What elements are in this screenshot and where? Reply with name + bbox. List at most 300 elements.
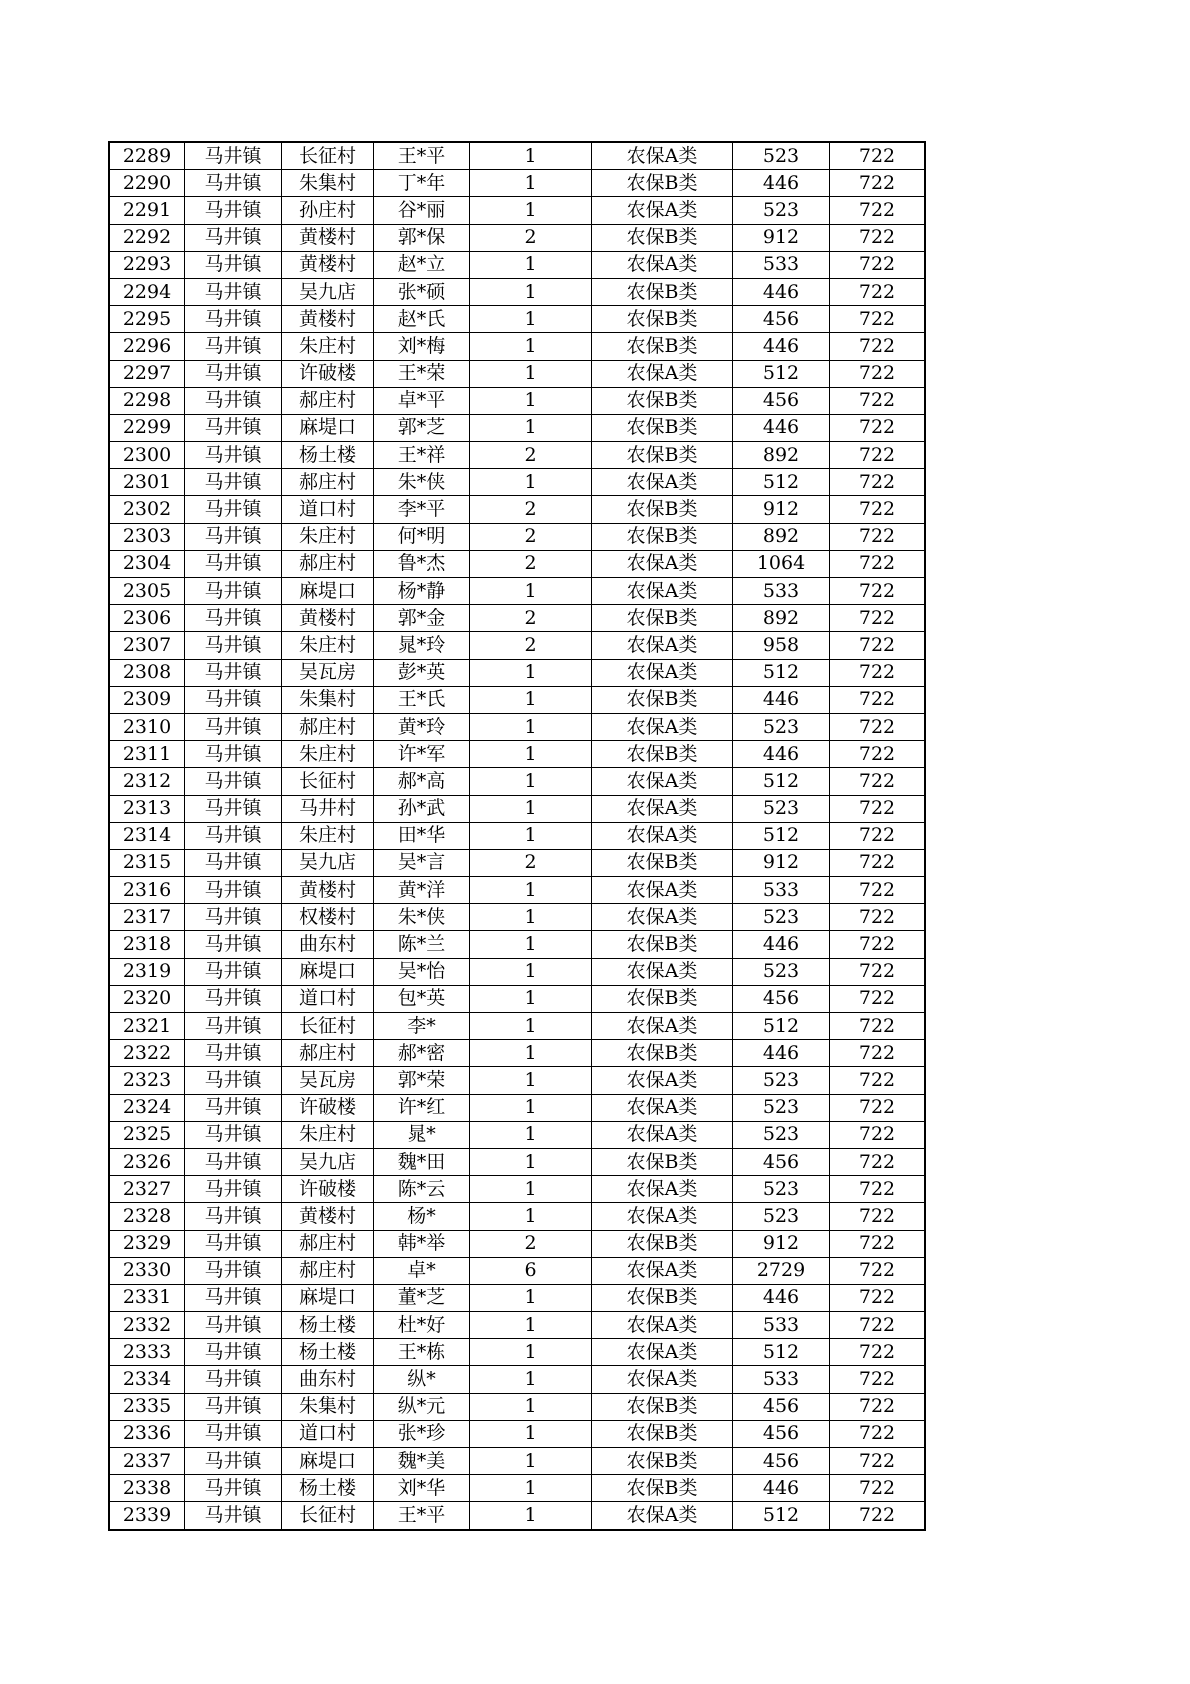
cell-village: 长征村 [282,1013,374,1040]
cell-standard: 722 [830,1393,926,1420]
cell-standard: 722 [830,442,926,469]
table-row [109,605,925,632]
cell-count: 1 [470,1393,592,1420]
cell-seq: 2294 [109,278,185,305]
cell-count: 1 [470,795,592,822]
cell-town: 马井镇 [185,985,282,1012]
cell-amount: 446 [733,278,830,305]
cell-amount: 456 [733,387,830,414]
cell-standard: 722 [830,333,926,360]
cell-count: 1 [470,469,592,496]
cell-name: 郭*金 [374,605,470,632]
cell-name: 黄*洋 [374,877,470,904]
cell-village: 麻堤口 [282,1284,374,1311]
cell-seq: 2332 [109,1312,185,1339]
cell-village: 朱庄村 [282,333,374,360]
cell-type: 农保B类 [592,333,733,360]
cell-standard: 722 [830,197,926,224]
cell-name: 王*平 [374,1502,470,1530]
cell-town: 马井镇 [185,224,282,251]
cell-standard: 722 [830,1284,926,1311]
cell-count: 2 [470,442,592,469]
cell-count: 1 [470,741,592,768]
cell-standard: 722 [830,496,926,523]
cell-name: 王*平 [374,142,470,170]
cell-amount: 1064 [733,550,830,577]
cell-count: 2 [470,224,592,251]
cell-name: 纵*元 [374,1393,470,1420]
table-row [109,333,925,360]
cell-amount: 912 [733,849,830,876]
cell-town: 马井镇 [185,1502,282,1530]
cell-name: 包*英 [374,985,470,1012]
cell-town: 马井镇 [185,1475,282,1502]
cell-count: 1 [470,142,592,170]
cell-seq: 2312 [109,768,185,795]
cell-town: 马井镇 [185,849,282,876]
cell-town: 马井镇 [185,931,282,958]
cell-type: 农保B类 [592,523,733,550]
cell-seq: 2326 [109,1148,185,1175]
table-row [109,442,925,469]
table-row [109,985,925,1012]
cell-town: 马井镇 [185,958,282,985]
cell-standard: 722 [830,224,926,251]
cell-amount: 512 [733,1339,830,1366]
cell-amount: 958 [733,632,830,659]
cell-type: 农保A类 [592,1203,733,1230]
cell-standard: 722 [830,142,926,170]
cell-amount: 912 [733,224,830,251]
cell-seq: 2309 [109,686,185,713]
cell-standard: 722 [830,877,926,904]
cell-standard: 722 [830,1448,926,1475]
cell-amount: 523 [733,1121,830,1148]
table-row [109,904,925,931]
cell-village: 麻堤口 [282,958,374,985]
cell-standard: 722 [830,578,926,605]
cell-standard: 722 [830,360,926,387]
table-row [109,1420,925,1447]
cell-type: 农保B类 [592,170,733,197]
cell-count: 1 [470,1040,592,1067]
table-row [109,197,925,224]
cell-count: 1 [470,360,592,387]
cell-amount: 446 [733,1284,830,1311]
cell-village: 郝庄村 [282,387,374,414]
cell-count: 1 [470,768,592,795]
cell-village: 权楼村 [282,904,374,931]
cell-count: 1 [470,1121,592,1148]
cell-name: 王*氏 [374,686,470,713]
cell-count: 1 [470,278,592,305]
cell-standard: 722 [830,686,926,713]
cell-town: 马井镇 [185,523,282,550]
cell-seq: 2307 [109,632,185,659]
cell-count: 2 [470,550,592,577]
cell-name: 韩*举 [374,1230,470,1257]
cell-type: 农保A类 [592,1094,733,1121]
table-row [109,686,925,713]
cell-seq: 2320 [109,985,185,1012]
cell-name: 王*栋 [374,1339,470,1366]
cell-village: 麻堤口 [282,1448,374,1475]
cell-count: 1 [470,306,592,333]
cell-type: 农保A类 [592,1502,733,1530]
cell-standard: 722 [830,1257,926,1284]
cell-seq: 2304 [109,550,185,577]
cell-name: 吴*言 [374,849,470,876]
cell-name: 赵*立 [374,251,470,278]
cell-standard: 722 [830,1148,926,1175]
cell-name: 杨*静 [374,578,470,605]
table-row [109,224,925,251]
cell-amount: 533 [733,1366,830,1393]
cell-count: 1 [470,904,592,931]
cell-standard: 722 [830,741,926,768]
cell-count: 1 [470,958,592,985]
cell-amount: 512 [733,822,830,849]
cell-count: 1 [470,1176,592,1203]
table-row [109,1448,925,1475]
cell-type: 农保B类 [592,278,733,305]
cell-standard: 722 [830,1312,926,1339]
cell-type: 农保B类 [592,1393,733,1420]
cell-name: 谷*丽 [374,197,470,224]
cell-seq: 2299 [109,414,185,441]
cell-village: 郝庄村 [282,713,374,740]
cell-seq: 2310 [109,713,185,740]
cell-amount: 523 [733,1067,830,1094]
cell-count: 1 [470,578,592,605]
table-row [109,1257,925,1284]
cell-name: 纵* [374,1366,470,1393]
cell-type: 农保A类 [592,1339,733,1366]
cell-type: 农保B类 [592,1148,733,1175]
cell-standard: 722 [830,1040,926,1067]
cell-seq: 2331 [109,1284,185,1311]
table-row [109,278,925,305]
cell-type: 农保B类 [592,387,733,414]
table-row [109,414,925,441]
cell-town: 马井镇 [185,1339,282,1366]
cell-type: 农保B类 [592,1040,733,1067]
table-row [109,741,925,768]
cell-name: 郭*保 [374,224,470,251]
cell-village: 朱庄村 [282,632,374,659]
cell-amount: 446 [733,686,830,713]
cell-standard: 722 [830,306,926,333]
cell-seq: 2339 [109,1502,185,1530]
cell-amount: 512 [733,360,830,387]
cell-seq: 2313 [109,795,185,822]
cell-amount: 523 [733,1094,830,1121]
cell-type: 农保B类 [592,496,733,523]
table-row [109,1475,925,1502]
cell-standard: 722 [830,1339,926,1366]
cell-village: 朱庄村 [282,741,374,768]
cell-type: 农保A类 [592,877,733,904]
cell-count: 1 [470,1148,592,1175]
cell-town: 马井镇 [185,278,282,305]
cell-type: 农保A类 [592,142,733,170]
cell-amount: 446 [733,170,830,197]
table-row [109,1040,925,1067]
cell-name: 郝*密 [374,1040,470,1067]
table-row [109,1393,925,1420]
cell-name: 许*红 [374,1094,470,1121]
table-row [109,1203,925,1230]
cell-town: 马井镇 [185,333,282,360]
cell-count: 1 [470,1420,592,1447]
cell-amount: 512 [733,469,830,496]
cell-standard: 722 [830,251,926,278]
cell-name: 彭*英 [374,659,470,686]
cell-type: 农保A类 [592,1176,733,1203]
cell-amount: 523 [733,1203,830,1230]
cell-village: 朱集村 [282,686,374,713]
cell-standard: 722 [830,605,926,632]
cell-amount: 912 [733,1230,830,1257]
cell-name: 郭*荣 [374,1067,470,1094]
table-row [109,170,925,197]
cell-seq: 2291 [109,197,185,224]
cell-type: 农保A类 [592,469,733,496]
cell-count: 1 [470,414,592,441]
cell-seq: 2321 [109,1013,185,1040]
cell-village: 黄楼村 [282,605,374,632]
cell-count: 6 [470,1257,592,1284]
cell-seq: 2297 [109,360,185,387]
cell-town: 马井镇 [185,170,282,197]
cell-village: 郝庄村 [282,550,374,577]
cell-village: 道口村 [282,1420,374,1447]
table-row [109,578,925,605]
cell-name: 刘*华 [374,1475,470,1502]
cell-town: 马井镇 [185,632,282,659]
table-row [109,306,925,333]
cell-amount: 456 [733,1148,830,1175]
cell-name: 杨* [374,1203,470,1230]
cell-count: 1 [470,1448,592,1475]
cell-count: 1 [470,1475,592,1502]
cell-type: 农保B类 [592,1448,733,1475]
cell-town: 马井镇 [185,1040,282,1067]
cell-town: 马井镇 [185,1420,282,1447]
cell-type: 农保A类 [592,1257,733,1284]
cell-seq: 2314 [109,822,185,849]
cell-type: 农保A类 [592,550,733,577]
cell-town: 马井镇 [185,1284,282,1311]
cell-name: 刘*梅 [374,333,470,360]
cell-name: 丁*年 [374,170,470,197]
cell-village: 曲东村 [282,1366,374,1393]
cell-amount: 533 [733,578,830,605]
cell-standard: 722 [830,904,926,931]
cell-seq: 2300 [109,442,185,469]
cell-name: 郝*高 [374,768,470,795]
cell-seq: 2302 [109,496,185,523]
cell-amount: 523 [733,713,830,740]
cell-count: 1 [470,170,592,197]
cell-seq: 2298 [109,387,185,414]
cell-village: 吴瓦房 [282,659,374,686]
table-row [109,822,925,849]
cell-name: 黄*玲 [374,713,470,740]
cell-amount: 533 [733,877,830,904]
cell-village: 郝庄村 [282,1040,374,1067]
cell-name: 鲁*杰 [374,550,470,577]
cell-town: 马井镇 [185,1121,282,1148]
cell-count: 1 [470,1502,592,1530]
cell-village: 杨土楼 [282,1339,374,1366]
cell-name: 魏*美 [374,1448,470,1475]
table-row [109,1176,925,1203]
cell-type: 农保B类 [592,1475,733,1502]
cell-count: 1 [470,251,592,278]
data-table [108,141,926,1531]
cell-town: 马井镇 [185,442,282,469]
table-row [109,931,925,958]
table-row [109,849,925,876]
cell-town: 马井镇 [185,768,282,795]
cell-standard: 722 [830,849,926,876]
table-row [109,1121,925,1148]
cell-type: 农保A类 [592,197,733,224]
cell-count: 2 [470,605,592,632]
cell-type: 农保B类 [592,741,733,768]
cell-seq: 2324 [109,1094,185,1121]
cell-village: 孙庄村 [282,197,374,224]
cell-seq: 2338 [109,1475,185,1502]
cell-standard: 722 [830,713,926,740]
cell-type: 农保A类 [592,1366,733,1393]
table-row [109,1366,925,1393]
cell-count: 1 [470,713,592,740]
cell-standard: 722 [830,1475,926,1502]
cell-village: 朱集村 [282,1393,374,1420]
cell-town: 马井镇 [185,686,282,713]
cell-standard: 722 [830,1203,926,1230]
cell-standard: 722 [830,632,926,659]
cell-village: 吴九店 [282,278,374,305]
cell-standard: 722 [830,1230,926,1257]
cell-town: 马井镇 [185,795,282,822]
cell-amount: 456 [733,1448,830,1475]
cell-town: 马井镇 [185,1230,282,1257]
cell-village: 黄楼村 [282,251,374,278]
cell-type: 农保A类 [592,958,733,985]
table-row [109,1284,925,1311]
cell-village: 朱庄村 [282,1121,374,1148]
cell-name: 卓* [374,1257,470,1284]
cell-type: 农保A类 [592,1067,733,1094]
cell-type: 农保B类 [592,686,733,713]
cell-amount: 446 [733,1040,830,1067]
cell-amount: 533 [733,1312,830,1339]
cell-seq: 2323 [109,1067,185,1094]
cell-type: 农保A类 [592,1121,733,1148]
cell-seq: 2327 [109,1176,185,1203]
cell-count: 1 [470,985,592,1012]
cell-seq: 2336 [109,1420,185,1447]
cell-type: 农保A类 [592,251,733,278]
cell-amount: 456 [733,1393,830,1420]
cell-amount: 523 [733,197,830,224]
cell-type: 农保A类 [592,904,733,931]
cell-amount: 512 [733,768,830,795]
cell-town: 马井镇 [185,306,282,333]
cell-village: 杨土楼 [282,1312,374,1339]
cell-village: 许破楼 [282,360,374,387]
cell-name: 李* [374,1013,470,1040]
cell-amount: 523 [733,795,830,822]
cell-town: 马井镇 [185,605,282,632]
cell-town: 马井镇 [185,1176,282,1203]
cell-seq: 2295 [109,306,185,333]
cell-standard: 722 [830,1502,926,1530]
cell-town: 马井镇 [185,741,282,768]
cell-type: 农保B类 [592,605,733,632]
cell-name: 孙*武 [374,795,470,822]
cell-seq: 2316 [109,877,185,904]
cell-count: 1 [470,1312,592,1339]
cell-town: 马井镇 [185,469,282,496]
cell-seq: 2328 [109,1203,185,1230]
cell-standard: 722 [830,659,926,686]
table-row [109,142,925,170]
cell-type: 农保A类 [592,578,733,605]
cell-standard: 722 [830,278,926,305]
table-row [109,659,925,686]
table-row [109,251,925,278]
cell-type: 农保A类 [592,659,733,686]
table-row [109,1067,925,1094]
cell-count: 2 [470,849,592,876]
cell-type: 农保A类 [592,632,733,659]
cell-name: 朱*侠 [374,904,470,931]
cell-village: 麻堤口 [282,578,374,605]
cell-village: 道口村 [282,985,374,1012]
cell-village: 黄楼村 [282,877,374,904]
cell-town: 马井镇 [185,1366,282,1393]
table-row [109,496,925,523]
cell-town: 马井镇 [185,387,282,414]
cell-amount: 456 [733,306,830,333]
cell-seq: 2322 [109,1040,185,1067]
cell-amount: 446 [733,1475,830,1502]
cell-count: 1 [470,1013,592,1040]
table-row [109,632,925,659]
cell-standard: 722 [830,1420,926,1447]
cell-amount: 456 [733,985,830,1012]
cell-count: 2 [470,632,592,659]
cell-count: 1 [470,659,592,686]
cell-seq: 2315 [109,849,185,876]
cell-amount: 523 [733,1176,830,1203]
table-row [109,360,925,387]
cell-village: 吴九店 [282,1148,374,1175]
cell-town: 马井镇 [185,904,282,931]
table-row [109,1312,925,1339]
cell-village: 吴九店 [282,849,374,876]
cell-village: 黄楼村 [282,224,374,251]
cell-town: 马井镇 [185,496,282,523]
cell-town: 马井镇 [185,1257,282,1284]
cell-count: 1 [470,1339,592,1366]
table-row [109,768,925,795]
cell-seq: 2318 [109,931,185,958]
